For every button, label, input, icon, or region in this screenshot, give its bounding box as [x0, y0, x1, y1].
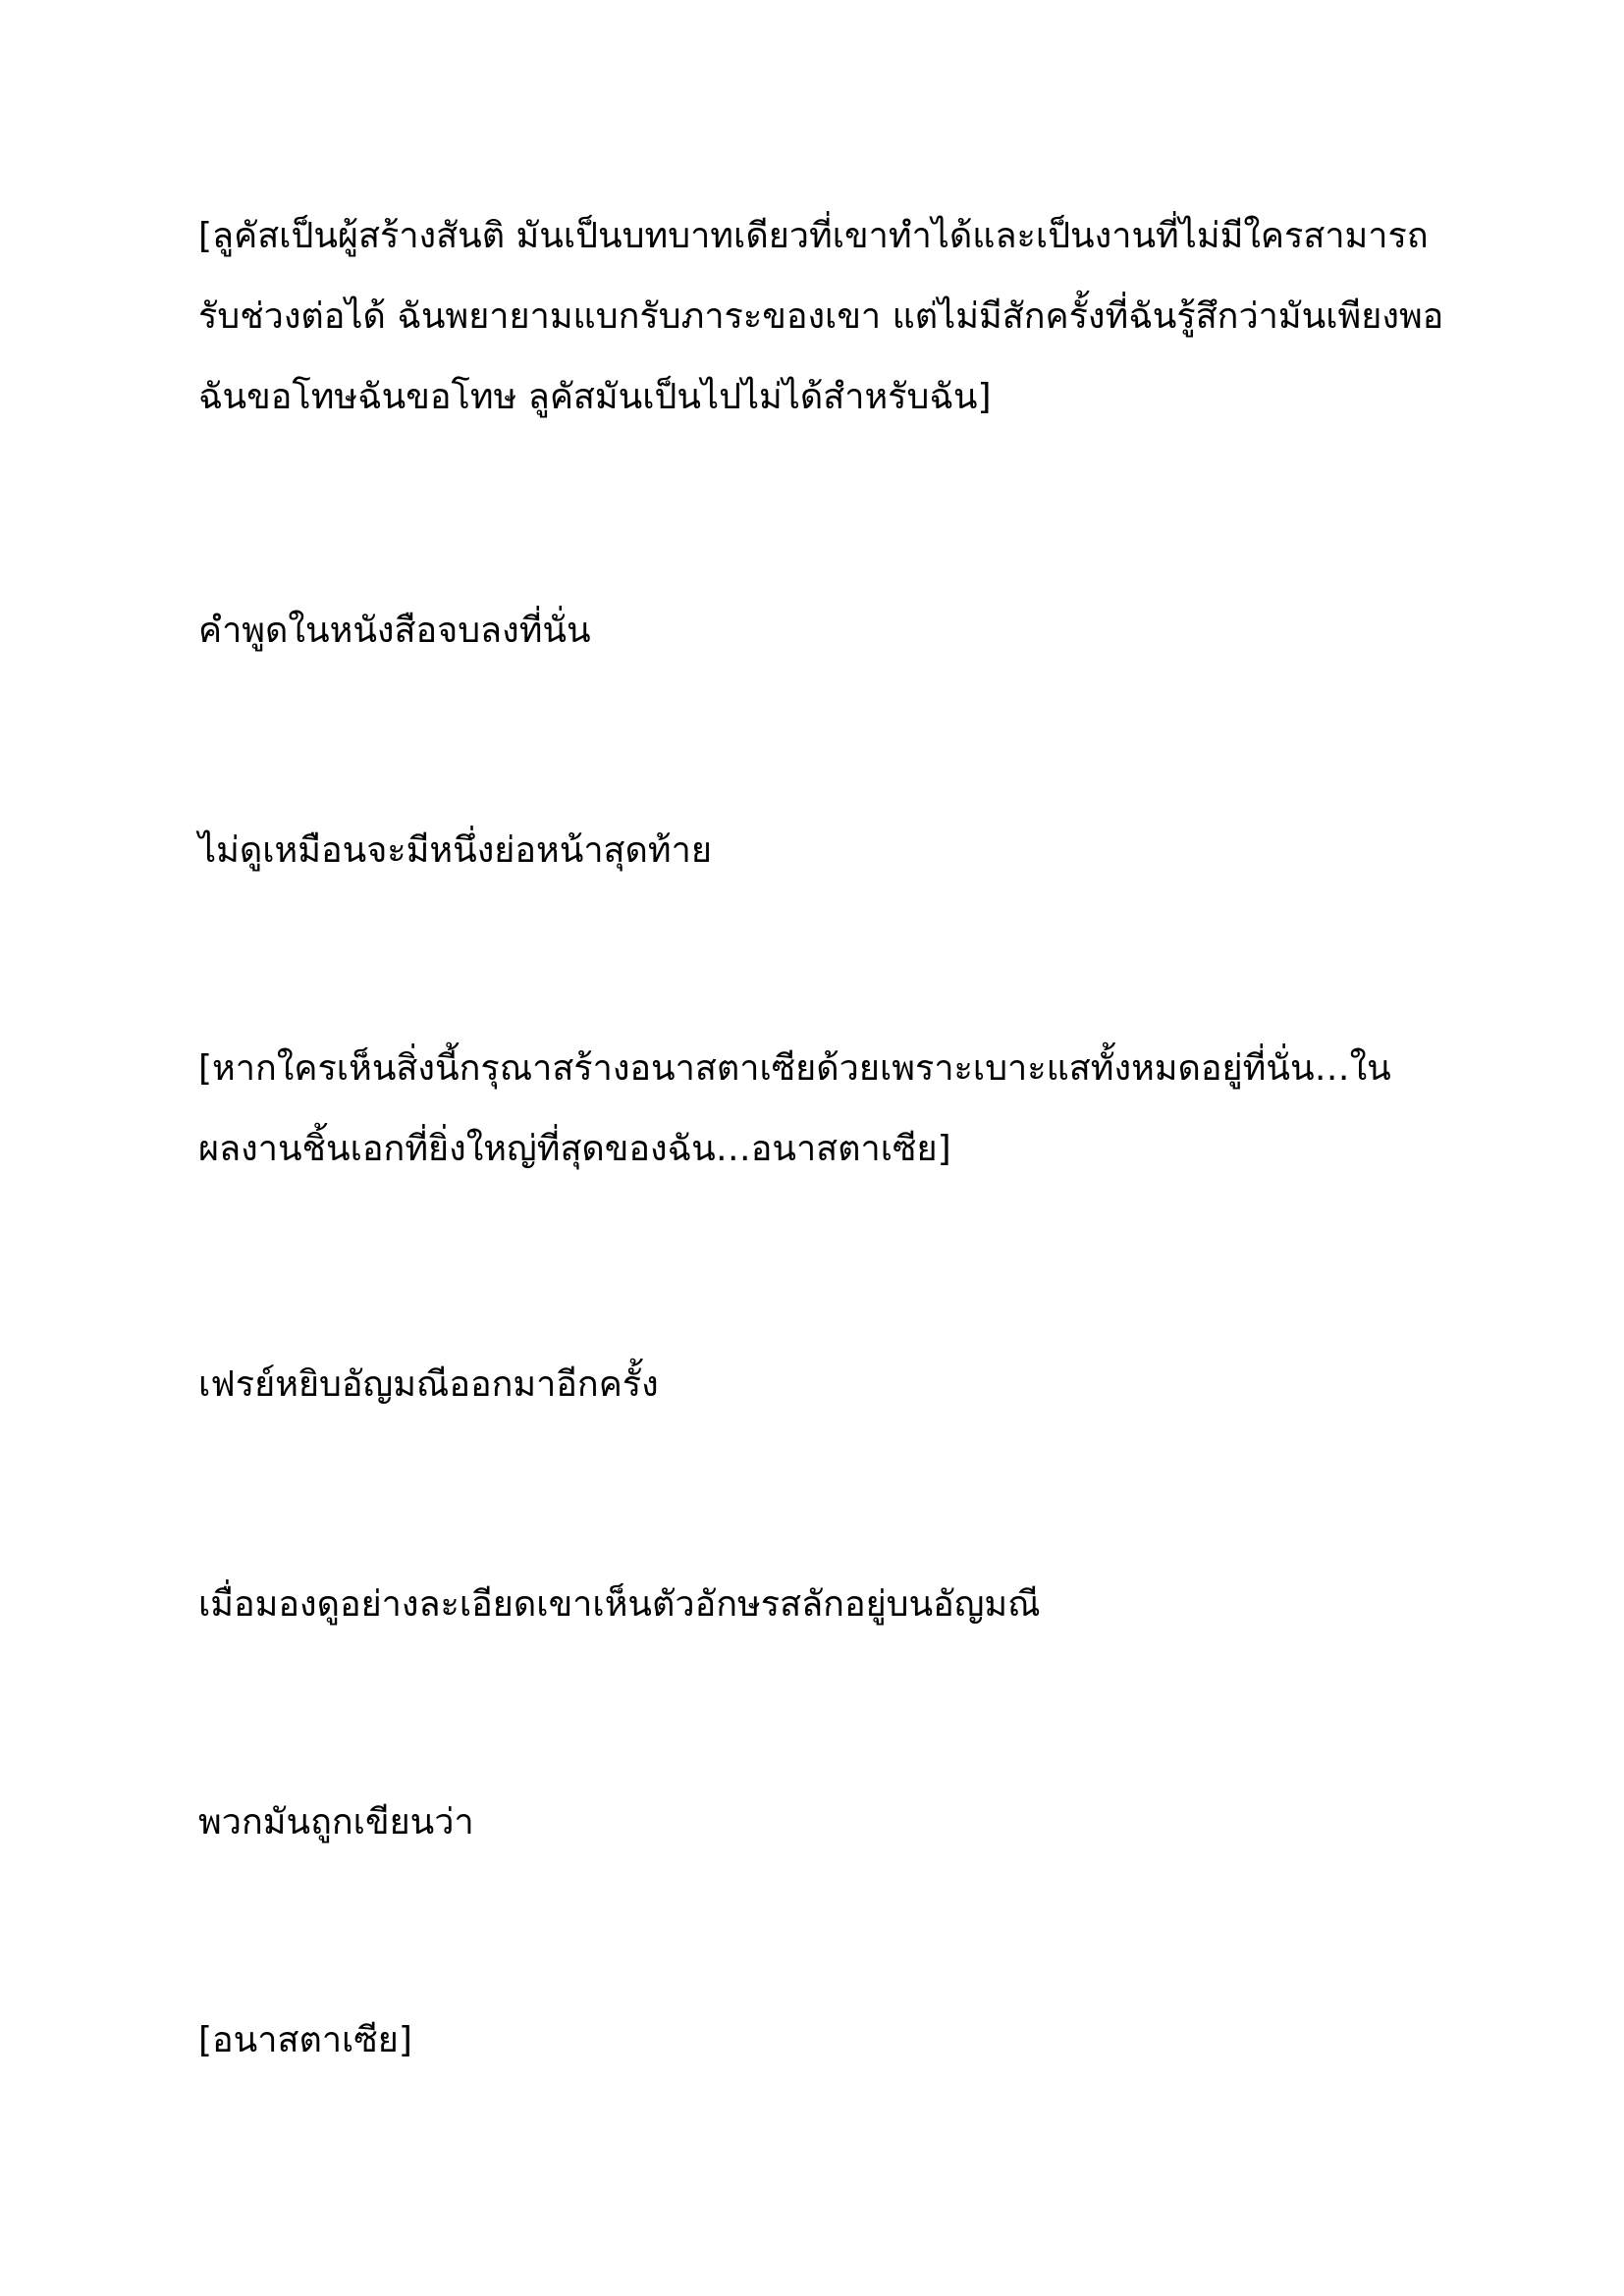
- paragraph-line: พวกมันถูกเขียนว่า: [198, 1802, 474, 1842]
- paragraph-line: เฟรย์หยิบอัญมณีออกมาอีกครั้ง: [198, 1364, 659, 1405]
- paragraph-engraved-letters: [198, 1565, 1435, 1645]
- paragraph-book-ends: [198, 591, 1435, 671]
- paragraph-line: เมื่อมองดูอย่างละเอียดเขาเห็นตัวอักษรสลักอยู่บนอัญมณี: [198, 1584, 1041, 1625]
- paragraph-anastasia: [198, 2001, 1435, 2081]
- paragraph-line: [หากใครเห็นสิ่งนี้กรุณาสร้างอนาสตาเซียด้วยเพราะเบาะแสทั้งหมดอยู่ที่นั่น…ใน: [198, 1048, 1391, 1089]
- paragraph-final-paragraph: [198, 811, 1435, 891]
- paragraph-line: ไม่ดูเหมือนจะมีหนึ่งย่อหน้าสุดท้าย: [198, 830, 712, 871]
- paragraph-line: [ลูคัสเป็นผู้สร้างสันติ มันเป็นบทบาทเดียวที่เขาทำได้และเป็นงานที่ไม่มีใครสามารถ: [198, 216, 1429, 256]
- paragraph-line: รับช่วงต่อได้ ฉันพยายามแบกรับภาระของเขา แต่ไม่มีสักครั้งที่ฉันรู้สึกว่ามันเพียงพอ: [198, 296, 1444, 337]
- paragraph-create-anastasia: [198, 1029, 1435, 1190]
- paragraph-line: ผลงานชิ้นเอกที่ยิ่งใหญ่ที่สุดของฉัน…อนาสตาเซีย]: [198, 1129, 951, 1169]
- paragraph-line: คำพูดในหนังสือจบลงที่นั่น: [198, 611, 591, 651]
- paragraph-written-as: [198, 1783, 1435, 1863]
- paragraph-line: ฉันขอโทษฉันขอโทษ ลูคัสมันเป็นไปไม่ได้สำหรับฉัน]: [198, 377, 992, 417]
- paragraph-lucas-peacemaker: [198, 196, 1444, 438]
- paragraph-line: [อนาสตาเซีย]: [198, 2020, 412, 2060]
- paragraph-frey-gem: [198, 1345, 1435, 1425]
